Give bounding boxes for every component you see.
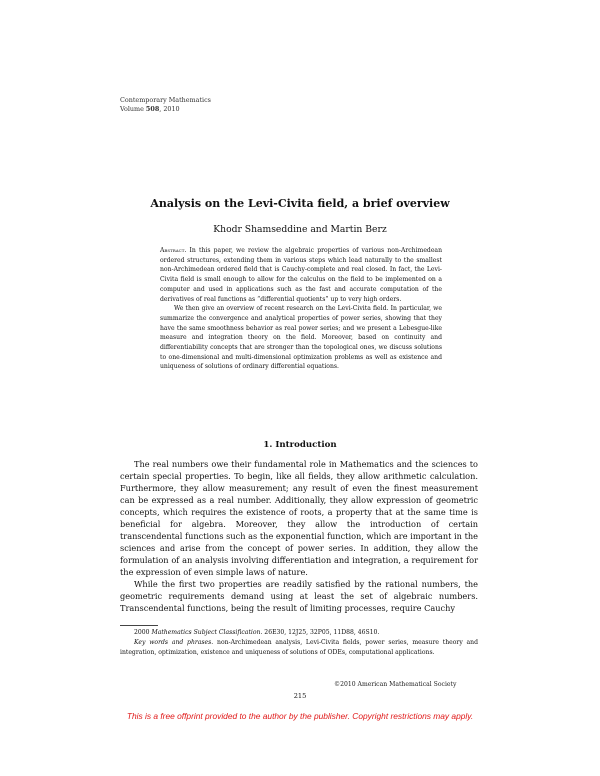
- abstract-label: Abstract.: [160, 247, 187, 254]
- volume-year: , 2010: [159, 104, 180, 113]
- series-header: [120, 96, 211, 113]
- paper-title: Analysis on the Levi-Civita field, a brief overview: [150, 197, 450, 210]
- volume-number: 508: [145, 104, 160, 113]
- volume-line: [120, 105, 211, 114]
- msc-footnote: [120, 628, 478, 638]
- section-heading: 1. Introduction: [263, 440, 337, 450]
- abstract-paragraph-1: [160, 246, 442, 304]
- msc-codes: 26E30, 12J25, 32P05, 11D88, 46S10.: [262, 629, 380, 636]
- keywords-label: Key words and phrases.: [134, 638, 214, 646]
- series-name: Contemporary Mathematics: [120, 96, 211, 104]
- msc-label: Mathematics Subject Classification.: [151, 629, 263, 636]
- keywords-footnote: [120, 638, 478, 658]
- keywords-text: non-Archimedean analysis, Levi-Civita fields, power series, measure theory and integration, optimization, existence and uniqueness of solutions of ODEs, computational applications.: [120, 638, 478, 656]
- copyright-notice: ©2010 American Mathematical Society: [334, 681, 457, 688]
- msc-year: 2000: [134, 629, 152, 636]
- abstract-paragraph-2: We then give an overview of recent research on the Levi-Civita field. In particular, we summarize the convergence and analytical properties of power series, showing that they have the same smoothness behavior as real power series; and we present a Lebesgue-like measure and integration theory on the field. Moreover, based on continuity and differentiability concepts that are stronger than the topological ones, we discuss solutions to one-dimensional and multi-dimensional optimization problems as well as existence and uniqueness of solutions of ordinary differential equations.: [160, 305, 442, 371]
- volume-prefix: Volume: [120, 104, 146, 113]
- offprint-notice: This is a free offprint provided to the author by the publisher. Copyright restrictions may apply.: [126, 711, 474, 721]
- footnotes: [120, 628, 478, 657]
- paper-authors: Khodr Shamseddine and Martin Berz: [213, 224, 387, 235]
- body-text: [120, 458, 478, 614]
- intro-paragraph-2: While the first two properties are readily satisfied by the rational numbers, the geometric requirements demand using at least the set of algebraic numbers. Transcendental functions, being the result of limiting processes, require Cauchy: [120, 579, 478, 613]
- abstract-text-1: In this paper, we review the algebraic properties of various non-Archimedean ordered structures, extending them in various steps which lead naturally to the smallest non-Archimedean ordered field that is Cauchy-complete and real closed. In fact, the Levi-Civita field is small enough to allow for the calculus on the field to be implemented on a computer and used in applications such as the fast and accurate computation of the derivatives of real functions as “differential quotients” up to very high orders.: [160, 247, 442, 303]
- footnote-rule: [120, 625, 158, 626]
- abstract: [160, 246, 442, 372]
- intro-paragraph-1: The real numbers owe their fundamental role in Mathematics and the sciences to certain special properties. To begin, like all fields, they allow arithmetic calculation. Furthermore, they allow measurement; any result of even the finest measurement can be expressed as a real number. Additionally, they allow expression of geometric concepts, which requires the existence of roots, a property that at the same time is beneficial for algebra. Moreover, they allow the introduction of certain transcendental functions such as the exponential function, which are important in the sciences and arise from the concept of power series. In addition, they allow the formulation of an analysis involving differentiation and integration, a requirement for the expression of even simple laws of nature.: [120, 459, 478, 577]
- page-number: 215: [293, 692, 307, 700]
